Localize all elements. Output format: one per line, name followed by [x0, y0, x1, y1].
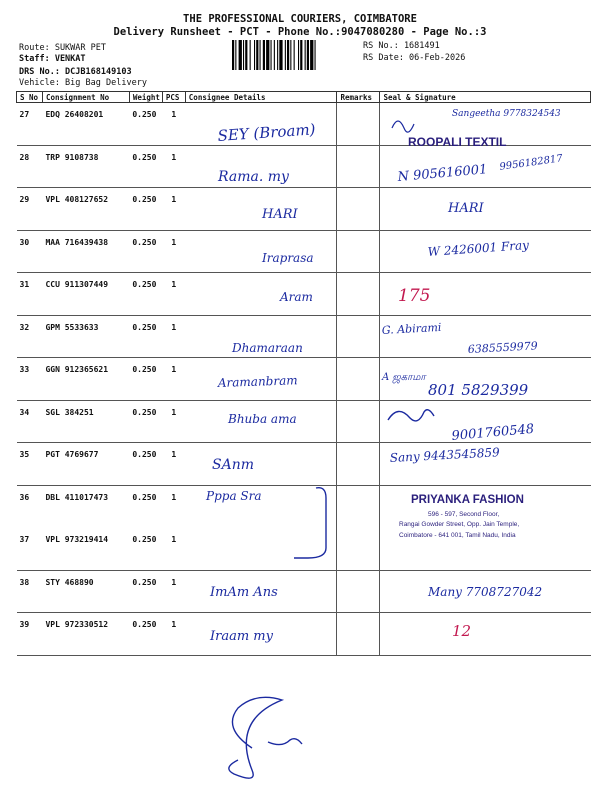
cell-sno: 31	[17, 273, 43, 316]
cell-pcs: 1	[162, 103, 185, 146]
cell-consignment: DBL 411017473	[45, 492, 109, 502]
cell-sno: 30	[17, 230, 43, 273]
col-header-remarks: Remarks	[337, 92, 380, 103]
cell-seal	[380, 400, 591, 443]
handwriting-consignee-33: Aramanbram	[217, 373, 298, 390]
col-header-weight: Weight	[129, 92, 162, 103]
cell-sno: 28	[17, 145, 43, 188]
cell-weight: 0.250	[129, 315, 162, 358]
handwriting-consignee-38: ImAm Ans	[210, 585, 278, 600]
table-header-row	[17, 92, 591, 103]
handwriting-signature-32: G. Abirami	[381, 320, 442, 337]
cell-remarks	[337, 443, 380, 486]
handwriting-phone-34: 9001760548	[451, 421, 535, 444]
cell-pcs: 1	[162, 400, 185, 443]
cell-sno: 29	[17, 188, 43, 231]
cell-seal	[380, 273, 591, 316]
barcode-bar	[300, 40, 302, 70]
stamp-priyanka-name: PRIYANKA FASHION	[411, 494, 524, 506]
cell-seal	[380, 358, 591, 401]
cell-weight: 0.250	[129, 400, 162, 443]
table-row	[17, 443, 591, 486]
barcode-bar	[256, 40, 258, 70]
col-header-consignment: Consignment No	[42, 92, 129, 103]
barcode-bar	[305, 40, 306, 70]
vehicle-label: Vehicle: Big Bag Delivery	[19, 78, 147, 88]
barcode-bar	[298, 40, 299, 70]
cell-seal	[380, 145, 591, 188]
cell-consignee	[185, 400, 337, 443]
cell-consignee	[185, 230, 337, 273]
cell-weight: 0.250	[132, 492, 157, 502]
cell-consignee	[185, 145, 337, 188]
barcode-bar	[250, 40, 251, 70]
cell-remarks	[337, 315, 380, 358]
barcode-bar	[290, 40, 291, 70]
cell-pcs: 1	[162, 528, 185, 571]
barcode-bar	[239, 40, 242, 70]
handwriting-consignee-29: HARI	[262, 207, 298, 222]
cell-weight: 0.250	[129, 443, 162, 486]
cell-consignment: SGL 384251	[42, 400, 129, 443]
rs-date: RS Date: 06-Feb-2026	[363, 53, 466, 63]
cell-consignee	[185, 528, 337, 571]
cell-pcs: 1	[162, 358, 185, 401]
table-row	[17, 188, 591, 231]
cell-sno: 32	[17, 315, 43, 358]
cell-pcs: 1	[162, 613, 185, 656]
cell-consignment: VPL 973219414	[42, 528, 129, 571]
handwriting-signature-31: 175	[398, 286, 431, 306]
table-row	[17, 358, 591, 401]
cell-consignee	[185, 188, 337, 231]
col-header-seal: Seal & Signature	[380, 92, 591, 103]
cell-consignment: VPL 972330512	[42, 613, 129, 656]
handwriting-signature-35: Sany 9443545859	[389, 445, 501, 465]
table-row	[17, 230, 591, 273]
cell-remarks	[337, 230, 380, 273]
barcode-bar	[287, 40, 289, 70]
cell-pcs: 1	[162, 230, 185, 273]
table-row	[17, 400, 591, 443]
cell-seal	[380, 315, 591, 358]
barcode-bar	[310, 40, 313, 70]
cell-remarks	[337, 570, 380, 613]
cell-consignment: PGT 4769677	[42, 443, 129, 486]
handwriting-consignee-31: Aram	[280, 290, 313, 304]
cell-seal	[380, 230, 591, 273]
cell-consignee	[185, 443, 337, 486]
barcode-bar	[266, 40, 269, 70]
cell-weight: 0.250	[129, 528, 162, 571]
cell-remarks	[337, 485, 380, 528]
cell-pcs: 1	[162, 315, 185, 358]
cell-consignee	[185, 613, 337, 656]
handwriting-consignee-39: Iraam my	[210, 629, 273, 644]
table-row	[17, 570, 591, 613]
company-title: THE PROFESSIONAL COURIERS, COIMBATORE	[183, 13, 417, 25]
cell-seal	[380, 528, 591, 571]
cell-pcs: 1	[162, 570, 185, 613]
cell-sno: 37	[17, 528, 43, 571]
drs-label: DRS No.: DCJB168149103	[19, 67, 132, 77]
staff-label: Staff: VENKAT	[19, 54, 86, 64]
cell-consignment: GPM 5533633	[42, 315, 129, 358]
cell-weight: 0.250	[129, 613, 162, 656]
table-row	[17, 528, 591, 571]
cell-seal	[380, 570, 591, 613]
cell-pcs: 1	[162, 145, 185, 188]
handwriting-signature-27: Sangeetha 9778324543	[452, 109, 561, 119]
cell-seal	[380, 103, 591, 146]
cell-seal	[380, 485, 591, 528]
cell-consignment: CCU 911307449	[42, 273, 129, 316]
col-header-pcs: PCS	[162, 92, 185, 103]
cell-consignment: STY 468890	[42, 570, 129, 613]
cell-remarks	[337, 103, 380, 146]
cell-consignment: GGN 912365621	[42, 358, 129, 401]
cell-seal	[380, 188, 591, 231]
cell-remarks	[337, 358, 380, 401]
cell-consignment: MAA 716439438	[42, 230, 129, 273]
col-header-consignee: Consignee Details	[185, 92, 337, 103]
barcode-bar	[315, 40, 316, 70]
cell-sno: 35	[17, 443, 43, 486]
cell-weight: 0.250	[129, 188, 162, 231]
handwriting-consignee-32: Dhamaraan	[232, 341, 303, 355]
cell-sno: 36	[19, 492, 30, 502]
table-row	[17, 103, 591, 146]
handwriting-consignee-34: Bhuba ama	[228, 412, 297, 426]
cell-weight: 0.250	[129, 358, 162, 401]
table-row	[17, 145, 591, 188]
col-header-sno: S No	[17, 92, 43, 103]
cell-sno: 33	[17, 358, 43, 401]
barcode-bar	[294, 40, 295, 70]
handwriting-consignee-27: SEY (Broam)	[217, 120, 317, 145]
barcode-bar	[243, 40, 244, 70]
cell-remarks	[337, 188, 380, 231]
cell-consignee	[185, 485, 337, 528]
runsheet-table	[16, 91, 591, 656]
table-row	[17, 613, 591, 656]
cell-consignment: TRP 9108738	[42, 145, 129, 188]
handwriting-signature-29: HARI	[448, 201, 484, 216]
cell-consignee	[185, 103, 337, 146]
cell-weight: 0.250	[129, 273, 162, 316]
cell-consignment: EDQ 26408201	[42, 103, 129, 146]
handwriting-signature-39: 12	[452, 622, 472, 640]
barcode-bar	[260, 40, 261, 70]
handwriting-consignee-35: SAnm	[212, 457, 254, 473]
cell-pcs: 1	[171, 492, 177, 502]
handwriting-consignee-30: Iraprasa	[262, 251, 314, 265]
cell-seal	[380, 443, 591, 486]
handwriting-signature-38: Many 7708727042	[428, 585, 543, 599]
stamp-priyanka-line1: 596 - 597, Second Floor,	[428, 511, 500, 518]
barcode-bar	[245, 40, 247, 70]
barcode-bar	[274, 40, 275, 70]
barcode-bar	[232, 40, 234, 70]
stamp-priyanka-line2: Rangai Gowder Street, Opp. Jain Temple,	[399, 521, 520, 528]
barcode-bar	[279, 40, 282, 70]
cell-pcs: 1	[162, 273, 185, 316]
cell-remarks	[337, 400, 380, 443]
handwriting-signature-33: A ஜகாமா	[382, 372, 426, 383]
cell-consignee	[185, 570, 337, 613]
rs-info	[363, 40, 465, 64]
cell-consignee	[185, 315, 337, 358]
handwriting-phone-32: 6385559979	[467, 339, 539, 356]
cell-weight: 0.250	[129, 230, 162, 273]
cell-seal	[380, 613, 591, 656]
cell-consignee	[185, 273, 337, 316]
barcode-bar	[271, 40, 272, 70]
table-row	[17, 273, 591, 316]
barcode	[232, 40, 358, 70]
cell-sno: 38	[17, 570, 43, 613]
handwriting-consignee-28: Rama. my	[218, 169, 289, 185]
barcode-bar	[254, 40, 255, 70]
barcode-bar	[285, 40, 286, 70]
cell-weight: 0.250	[129, 103, 162, 146]
table-row	[17, 315, 591, 358]
barcode-bar	[277, 40, 278, 70]
handwriting-phone-33: 801 5829399	[428, 381, 529, 399]
route-label: Route: SUKWAR PET	[19, 43, 106, 53]
cell-pcs: 1	[162, 443, 185, 486]
cell-sno: 27	[17, 103, 43, 146]
stamp-roopali: ROOPALI TEXTIL	[408, 135, 507, 149]
handwriting-signature-28: N 905616001	[397, 162, 488, 185]
cell-remarks	[337, 613, 380, 656]
cell-sno: 39	[17, 613, 43, 656]
cell-remarks	[337, 528, 380, 571]
barcode-bar	[307, 40, 309, 70]
cell-consignee	[185, 358, 337, 401]
staff-signature	[229, 697, 302, 778]
cell-remarks	[337, 273, 380, 316]
cell-pcs: 1	[162, 188, 185, 231]
cell-weight: 0.250	[129, 570, 162, 613]
runsheet-subtitle: Delivery Runsheet - PCT - Phone No.:9047080280 - Page No.:3	[113, 26, 487, 38]
cell-weight: 0.250	[129, 145, 162, 188]
cell-sno: 34	[17, 400, 43, 443]
barcode-bar	[263, 40, 265, 70]
barcode-bar	[235, 40, 236, 70]
rs-number: RS No.: 1681491	[363, 41, 440, 51]
handwriting-consignee-36: Pppa Sra	[206, 489, 262, 503]
cell-remarks	[337, 145, 380, 188]
handwriting-signature-30: W 2426001 Fray	[427, 237, 530, 259]
stamp-priyanka-line3: Coimbatore - 641 001, Tamil Nadu, India	[399, 532, 516, 539]
cell-consignment: VPL 408127652	[42, 188, 129, 231]
handwriting-signature-28-extra: 9956182817	[498, 153, 564, 173]
table-row	[17, 485, 591, 528]
